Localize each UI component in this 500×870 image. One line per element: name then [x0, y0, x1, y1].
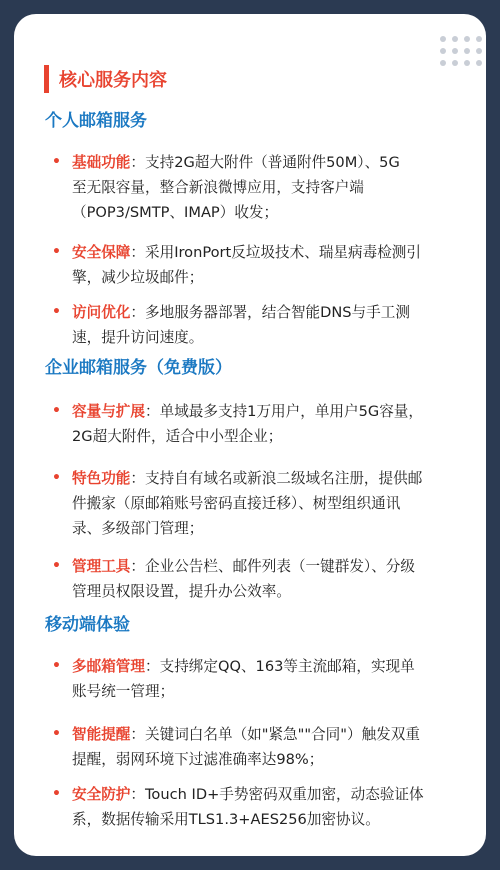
item-separator: ： [130, 304, 145, 321]
page-title [44, 64, 167, 94]
item-line [72, 399, 482, 424]
item-line [72, 240, 482, 265]
item-text: 企业公告栏、邮件列表（一键群发）、分级 [145, 558, 415, 575]
item-body [72, 240, 482, 290]
item-text: 提醒，弱网环境下过滤准确率达98%； [72, 751, 324, 768]
item-line [72, 679, 482, 704]
page-title-text: 核心服务内容 [59, 70, 167, 91]
item-body [72, 399, 482, 449]
item-body [72, 150, 482, 225]
bullet-icon: • [52, 403, 61, 419]
bullet-icon: • [52, 658, 61, 674]
item-text: 支持自有域名或新浪二级域名注册，提供邮 [145, 470, 423, 487]
item-separator: ： [144, 658, 160, 675]
item-line [72, 200, 482, 225]
bullet-icon: • [52, 726, 61, 742]
title-accent-bar [44, 65, 49, 93]
item-text: 系，数据传输采用TLS1.3+AES256加密协议。 [72, 811, 380, 828]
item-text: 采用IronPort反垃圾技术、瑞星病毒检测引 [145, 244, 421, 261]
bullet-icon: • [52, 304, 61, 320]
item-text: 速，提升访问速度。 [72, 329, 204, 346]
item-label: 访问优化 [72, 304, 131, 321]
item-text: 账号统一管理； [72, 683, 175, 700]
section-heading: 移动端体验 [45, 615, 130, 635]
item-line [72, 491, 482, 516]
item-separator: ： [130, 558, 145, 575]
item-label: 容量与扩展 [72, 403, 145, 420]
item-body [72, 466, 482, 541]
bullet-icon: • [52, 470, 61, 486]
item-separator: ： [144, 403, 160, 420]
item-body [72, 554, 482, 604]
section-heading: 个人邮箱服务 [45, 111, 147, 131]
item-body [72, 300, 482, 350]
item-label: 安全保障 [72, 244, 131, 261]
item-line [72, 747, 482, 772]
item-separator: ： [130, 244, 145, 261]
item-line [72, 782, 482, 807]
item-line [72, 554, 482, 579]
item-line [72, 516, 482, 541]
item-line [72, 150, 482, 175]
item-line [72, 300, 482, 325]
item-label: 多邮箱管理 [72, 658, 145, 675]
item-separator: ： [130, 470, 145, 487]
item-body [72, 722, 482, 772]
item-body [72, 654, 482, 704]
item-line [72, 579, 482, 604]
content-card [14, 14, 486, 856]
bullet-icon: • [52, 244, 61, 260]
item-line [72, 722, 482, 747]
item-text: 擎，减少垃圾邮件； [72, 269, 204, 286]
item-text: 2G超大附件，适合中小型企业； [72, 428, 283, 445]
item-body [72, 782, 482, 832]
item-line [72, 424, 482, 449]
item-text: 支持绑定QQ、163等主流邮箱，实现单 [159, 658, 415, 675]
bullet-icon: • [52, 154, 61, 170]
bullet-icon: • [52, 786, 61, 802]
item-text: Touch ID+手势密码双重加密，动态验证体 [145, 786, 424, 803]
item-label: 基础功能 [72, 154, 131, 171]
item-text: 件搬家（原邮箱账号密码直接迁移）、树型组织通讯 [72, 495, 401, 512]
item-label: 管理工具 [72, 558, 131, 575]
section-heading: 企业邮箱服务（免费版） [45, 358, 232, 378]
item-line [72, 175, 482, 200]
item-line [72, 265, 482, 290]
item-separator: ： [130, 154, 145, 171]
item-line [72, 466, 482, 491]
item-text: 多地服务器部署，结合智能DNS与手工测 [145, 304, 410, 321]
item-text: （POP3/SMTP、IMAP）收发； [72, 204, 279, 221]
item-label: 安全防护 [72, 786, 131, 803]
item-text: 单域最多支持1万用户，单用户5G容量， [159, 403, 423, 420]
decorative-dots-icon [440, 36, 482, 66]
item-line [72, 654, 482, 679]
item-separator: ： [130, 786, 145, 803]
item-text: 管理员权限设置，提升办公效率。 [72, 583, 291, 600]
item-line [72, 807, 482, 832]
item-text: 录、多级部门管理； [72, 520, 204, 537]
item-text: 支持2G超大附件（普通附件50M）、5G [145, 154, 400, 171]
bullet-icon: • [52, 558, 61, 574]
item-separator: ： [130, 726, 145, 743]
item-text: 关键词白名单（如"紧急""合同"）触发双重 [145, 726, 420, 743]
item-label: 智能提醒 [72, 726, 131, 743]
item-line [72, 325, 482, 350]
item-label: 特色功能 [72, 470, 131, 487]
item-text: 至无限容量，整合新浪微博应用，支持客户端 [72, 179, 364, 196]
